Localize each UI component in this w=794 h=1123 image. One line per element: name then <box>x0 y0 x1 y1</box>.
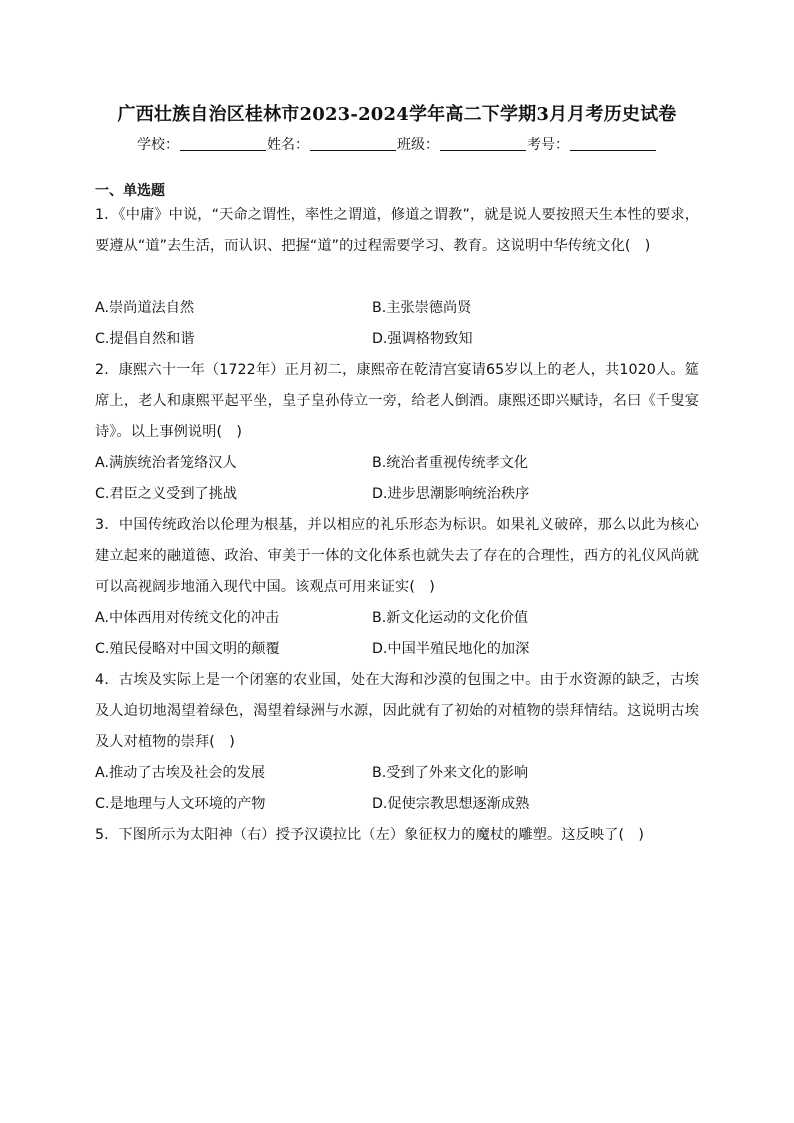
option-a[interactable]: A.崇尚道法自然 <box>95 300 195 316</box>
school-blank[interactable] <box>180 136 266 151</box>
question-stem: 4．古埃及实际上是一个闭塞的农业国，处在大海和沙漠的包围之中。由于水资源的缺乏，古埃及人迫切地渴望着绿色，渴望着绿洲与水源，因此就有了初始的对植物的崇拜情结。这说明古埃及人对植物的崇拜( ) <box>95 672 699 750</box>
option-row <box>95 448 699 479</box>
option-d[interactable]: D.中国半殖民地化的加深 <box>372 641 530 657</box>
question-options <box>95 448 699 510</box>
option-a[interactable]: A.推动了古埃及社会的发展 <box>95 765 266 781</box>
option-c[interactable]: C.提倡自然和谐 <box>95 331 195 347</box>
option-c[interactable]: C.殖民侵略对中国文明的颠覆 <box>95 641 280 657</box>
question-options <box>95 758 699 820</box>
option-d[interactable]: D.强调格物致知 <box>372 331 473 347</box>
class-blank[interactable] <box>440 136 526 151</box>
option-d[interactable]: D.促使宗教思想逐渐成熟 <box>372 796 530 812</box>
name-blank[interactable] <box>310 136 396 151</box>
name-label: 姓名： <box>267 137 309 153</box>
exam-number-label: 考号： <box>527 137 569 153</box>
option-row <box>95 479 699 510</box>
question-options <box>95 603 699 665</box>
exam-title: 广西壮族自治区桂林市2023-2024学年高二下学期3月月考历史试卷 <box>117 104 677 125</box>
option-row <box>95 324 699 355</box>
name-field <box>267 134 397 156</box>
option-row <box>95 789 699 820</box>
school-label: 学校： <box>137 137 179 153</box>
question-stem: 1．《中庸》中说，“天命之谓性，率性之谓道，修道之谓教”，就是说人要按照天生本性的要求，要遵从“道”去生活，而认识、把握“道”的过程需要学习、教育。这说明中华传统文化( ) <box>95 207 699 254</box>
option-c[interactable]: C.君臣之义受到了挑战 <box>95 486 238 502</box>
option-d[interactable]: D.进步思潮影响统治秩序 <box>372 486 530 502</box>
option-a[interactable]: A.满族统治者笼络汉人 <box>95 455 237 471</box>
exam-number-blank[interactable] <box>570 136 656 151</box>
question-options <box>95 293 699 355</box>
option-b[interactable]: B.新文化运动的文化价值 <box>372 610 529 626</box>
school-field <box>137 134 267 156</box>
option-row <box>95 634 699 665</box>
option-row <box>95 293 699 324</box>
option-a[interactable]: A.中体西用对传统文化的冲击 <box>95 610 280 626</box>
class-label: 班级： <box>397 137 439 153</box>
question-stem: 5．下图所示为太阳神（右）授予汉谟拉比（左）象征权力的魔杖的雕塑。这反映了( ) <box>95 827 645 843</box>
option-row <box>95 758 699 789</box>
student-info-row <box>0 134 794 156</box>
option-b[interactable]: B.统治者重视传统孝文化 <box>372 455 529 471</box>
option-c[interactable]: C.是地理与人文环境的产物 <box>95 796 266 812</box>
question-stem: 2．康熙六十一年（1722年）正月初二，康熙帝在乾清宫宴请65岁以上的老人，共1020人。筵席上，老人和康熙平起平坐，皇子皇孙侍立一旁，给老人倒酒。康熙还即兴赋诗，名曰《千叟宴诗》。以上事例说明( ) <box>95 362 699 440</box>
option-b[interactable]: B.受到了外来文化的影响 <box>372 765 529 781</box>
option-row <box>95 603 699 634</box>
question-stem: 3．中国传统政治以伦理为根基，并以相应的礼乐形态为标识。如果礼义破碎，那么以此为核心建立起来的融道德、政治、审美于一体的文化体系也就失去了存在的合理性，西方的礼仪风尚就可以高视阔步地涌入现代中国。该观点可用来证实( ) <box>95 517 699 595</box>
class-field <box>397 134 527 156</box>
exam-number-field <box>527 134 657 156</box>
option-b[interactable]: B.主张崇德尚贤 <box>372 300 472 316</box>
section-heading: 一、单选题 <box>95 183 165 199</box>
